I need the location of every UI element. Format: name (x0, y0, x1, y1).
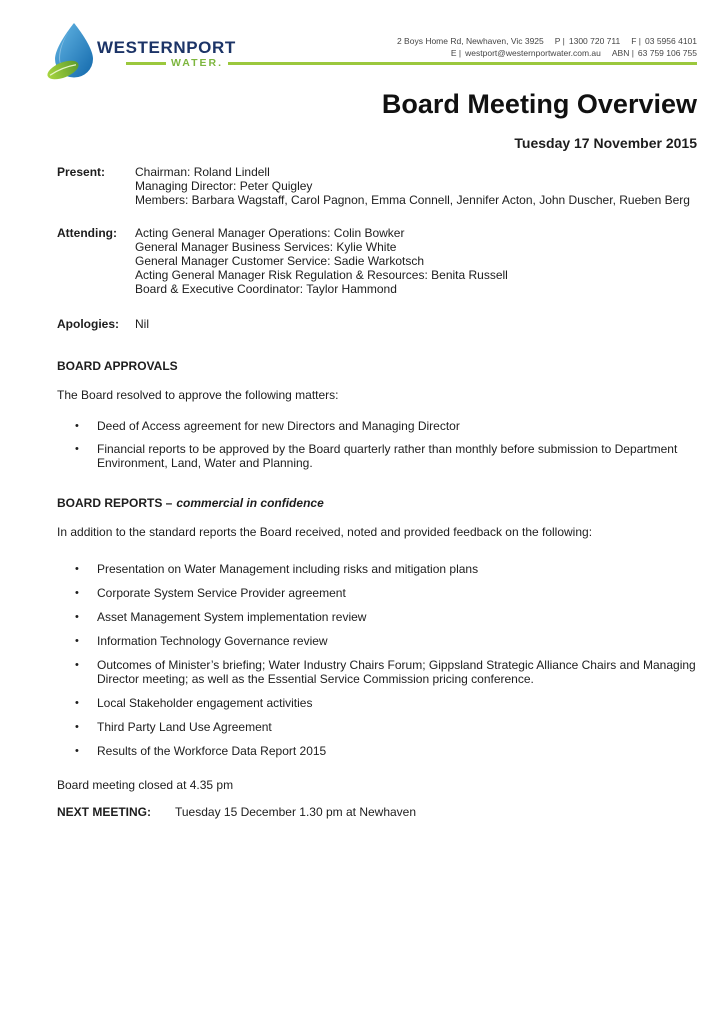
reports-item-text: Outcomes of Minister’s briefing; Water Industry Chairs Forum; Gippsland Strategic Alliance Chairs and Managing Director meeting; as well as the Essential Service Commission pricing conference. (97, 658, 696, 686)
contact-line-2 (397, 48, 697, 60)
reports-list-item (75, 720, 711, 734)
next-meeting-value: Tuesday 15 December 1.30 pm at Newhaven (175, 805, 417, 819)
reports-item-text: Information Technology Governance review (97, 634, 328, 648)
attending-line: Acting General Manager Operations: Colin Bowker (135, 226, 405, 240)
bullet-icon: • (75, 443, 79, 455)
brand-sub-name: WATER. (170, 57, 223, 69)
next-meeting-row (57, 805, 697, 819)
reports-list-item (75, 562, 711, 576)
closing-note: Board meeting closed at 4.35 pm (57, 778, 234, 792)
letterhead (0, 0, 728, 84)
abn-label: ABN | (611, 47, 634, 58)
next-meeting-label: NEXT MEETING: (57, 805, 152, 819)
reports-item-text: Local Stakeholder engagement activities (97, 696, 313, 710)
approvals-list-item (75, 442, 711, 470)
reports-item-text: Third Party Land Use Agreement (97, 720, 272, 734)
present-line: Members: Barbara Wagstaff, Carol Pagnon, Emma Connell, Jennifer Acton, John Duscher, Rueben Berg (135, 193, 690, 207)
bullet-icon: • (75, 611, 79, 623)
page-title: Board Meeting Overview (381, 89, 697, 119)
reports-list-item (75, 696, 711, 710)
reports-list-item (75, 658, 711, 686)
approvals-item-text: Deed of Access agreement for new Directors and Managing Director (97, 419, 460, 433)
board-approvals-intro: The Board resolved to approve the following matters: (57, 388, 339, 402)
email-value: westport@westernportwater.com.au (465, 47, 601, 58)
fax-value: 03 5956 4101 (645, 36, 697, 46)
apologies-label: Apologies: (57, 317, 119, 331)
header-divider (228, 62, 697, 65)
phone-value: 1300 720 711 (568, 36, 621, 46)
attending-line: General Manager Business Services: Kylie White (135, 240, 397, 254)
attending-row (57, 226, 697, 296)
bullet-icon: • (75, 745, 79, 757)
reports-item-text: Corporate System Service Provider agreement (97, 586, 346, 600)
reports-item-text: Presentation on Water Management including risks and mitigation plans (97, 562, 479, 576)
reports-item-text: Asset Management System implementation review (97, 610, 367, 624)
present-line: Chairman: Roland Lindell (135, 165, 270, 179)
contact-line-1 (397, 36, 697, 48)
bullet-icon: • (75, 721, 79, 733)
present-lines (135, 165, 690, 207)
email-label: E | (450, 47, 462, 58)
water-drop-logo-icon (46, 22, 100, 80)
approvals-list-item (75, 419, 711, 433)
board-reports-list (57, 562, 711, 758)
bullet-icon: • (75, 697, 79, 709)
brand-lockup (97, 38, 236, 69)
reports-list-item (75, 634, 711, 648)
fax-label: F | (631, 36, 641, 46)
board-reports-heading-emphasis: commercial in confidence (176, 496, 324, 510)
brand-subline (97, 58, 223, 69)
bullet-icon: • (75, 587, 79, 599)
contact-block (397, 36, 697, 59)
document-body (57, 84, 697, 819)
present-label: Present: (57, 165, 106, 179)
present-line: Managing Director: Peter Quigley (135, 179, 313, 193)
brand-name: WESTERNPORT (97, 38, 236, 57)
attending-line: General Manager Customer Service: Sadie Warkotsch (135, 254, 425, 268)
present-row (57, 165, 697, 207)
board-reports-intro: In addition to the standard reports the Board received, noted and provided feedback on the following: (57, 525, 593, 539)
apologies-row (57, 317, 697, 331)
board-reports-heading-prefix: BOARD REPORTS – (57, 496, 173, 510)
attending-label: Attending: (57, 226, 117, 240)
approvals-item-text: Financial reports to be approved by the Board quarterly rather than monthly before submission to Department Environment, Land, Water and Planning. (97, 442, 678, 470)
brand-dash (126, 62, 166, 65)
phone-label: P | (554, 36, 565, 46)
board-approvals-list (57, 419, 711, 470)
bullet-icon: • (75, 659, 79, 671)
reports-item-text: Results of the Workforce Data Report 2015 (97, 744, 327, 758)
bullet-icon: • (75, 420, 79, 432)
attending-line: Board & Executive Coordinator: Taylor Hammond (135, 282, 397, 296)
contact-address: 2 Boys Home Rd, Newhaven, Vic 3925 (396, 36, 544, 46)
attending-lines (135, 226, 508, 296)
meeting-date: Tuesday 17 November 2015 (514, 135, 697, 151)
attending-line: Acting General Manager Risk Regulation & Resources: Benita Russell (135, 268, 508, 282)
reports-list-item (75, 610, 711, 624)
bullet-icon: • (75, 563, 79, 575)
reports-list-item (75, 586, 711, 600)
apologies-value: Nil (135, 317, 149, 331)
board-reports-heading (57, 496, 697, 510)
bullet-icon: • (75, 635, 79, 647)
abn-value: 63 759 106 755 (637, 47, 697, 58)
reports-list-item (75, 744, 711, 758)
board-approvals-heading: BOARD APPROVALS (57, 359, 178, 373)
